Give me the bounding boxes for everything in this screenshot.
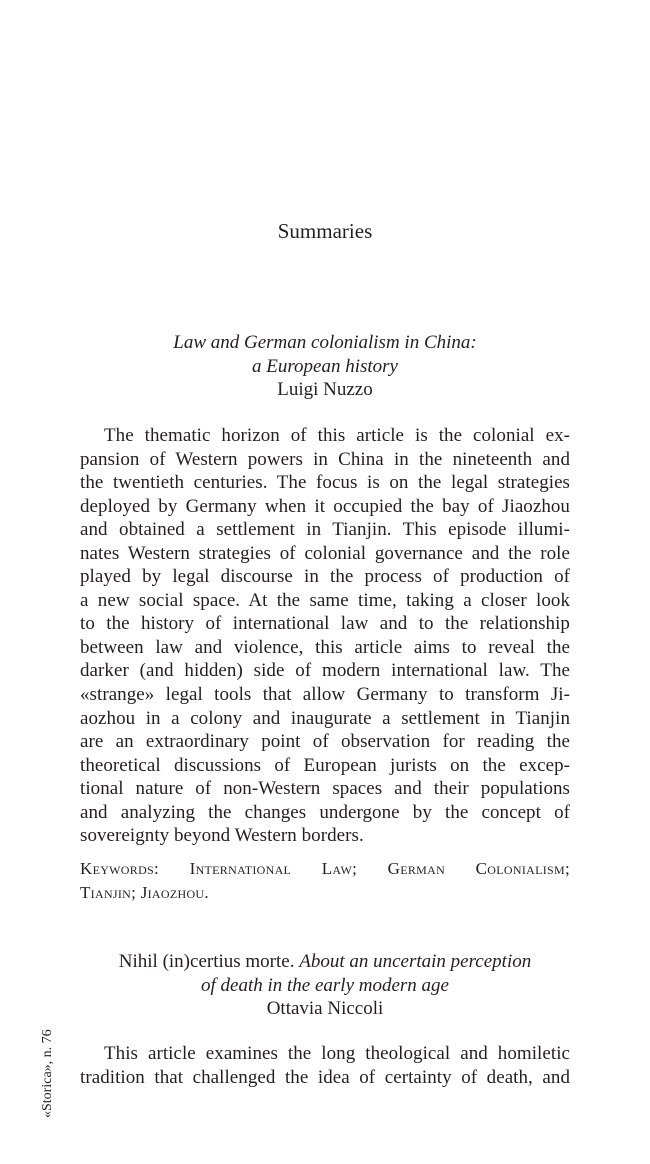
body-line: sovereignty beyond Western borders. — [80, 825, 364, 847]
keywords-line-1: Keywords: International Law; German Colonialism; — [80, 859, 570, 878]
article-2-title-line-1 — [80, 950, 570, 974]
article-2-author: Ottavia Niccoli — [266, 998, 384, 1019]
body-line: aozhou in a colony and inaugurate a settlement in Tianjin — [80, 707, 570, 729]
body-line: pansion of Western powers in China in the nineteenth and — [80, 448, 570, 470]
body-line: theoretical discussions of European jurists on the excep- — [80, 754, 570, 776]
body-line: «strange» legal tools that allow Germany to transform Ji- — [80, 684, 570, 706]
body-line: nates Western strategies of colonial governance and the role — [80, 542, 570, 564]
article-1-title-line-2: a European history — [251, 355, 398, 377]
body-line: and obtained a settlement in Tianjin. This episode illumi- — [80, 519, 570, 541]
article-1-title-line-1: Law and German colonialism in China: — [173, 332, 477, 353]
body-line: and analyzing the changes undergone by the concept of — [80, 801, 570, 823]
keywords-line-2: Tianjin; Jiaozhou. — [80, 883, 209, 902]
body-line: are an extraordinary point of observation for reading the — [80, 731, 570, 753]
body-line: the twentieth centuries. The focus is on the legal strategies — [80, 472, 570, 494]
journal-side-label: «Storica», n. 76 — [40, 1029, 55, 1118]
body-line: between law and violence, this article aims to reveal the — [80, 636, 570, 658]
body-line: tional nature of non-Western spaces and their populations — [80, 778, 570, 800]
article-1-body — [80, 424, 570, 848]
article-1-header — [80, 331, 570, 402]
body-line: darker (and hidden) side of modern international law. The — [80, 660, 570, 682]
article-2-header — [80, 950, 570, 1021]
article-2-title-roman: Nihil (in)certius morte. — [118, 951, 295, 972]
body-line: The thematic horizon of this article is the colonial ex- — [104, 425, 570, 446]
article-2-title-italic-1: About an uncertain perception — [299, 951, 532, 972]
body-line: tradition that challenged the idea of certainty of death, and — [80, 1066, 570, 1088]
body-line: to the history of international law and to the relationship — [80, 613, 570, 635]
article-2-title-line-2: of death in the early modern age — [200, 974, 449, 996]
page-heading: Summaries — [277, 219, 373, 243]
article-1-keywords — [80, 857, 570, 905]
article-2-body — [80, 1042, 570, 1089]
body-line: This article examines the long theological and homiletic — [104, 1043, 570, 1064]
body-line: deployed by Germany when it occupied the bay of Jiaozhou — [80, 495, 570, 517]
body-line: a new social space. At the same time, taking a closer look — [80, 589, 570, 611]
article-1-author: Luigi Nuzzo — [277, 379, 373, 400]
body-line: played by legal discourse in the process of production of — [80, 566, 570, 588]
